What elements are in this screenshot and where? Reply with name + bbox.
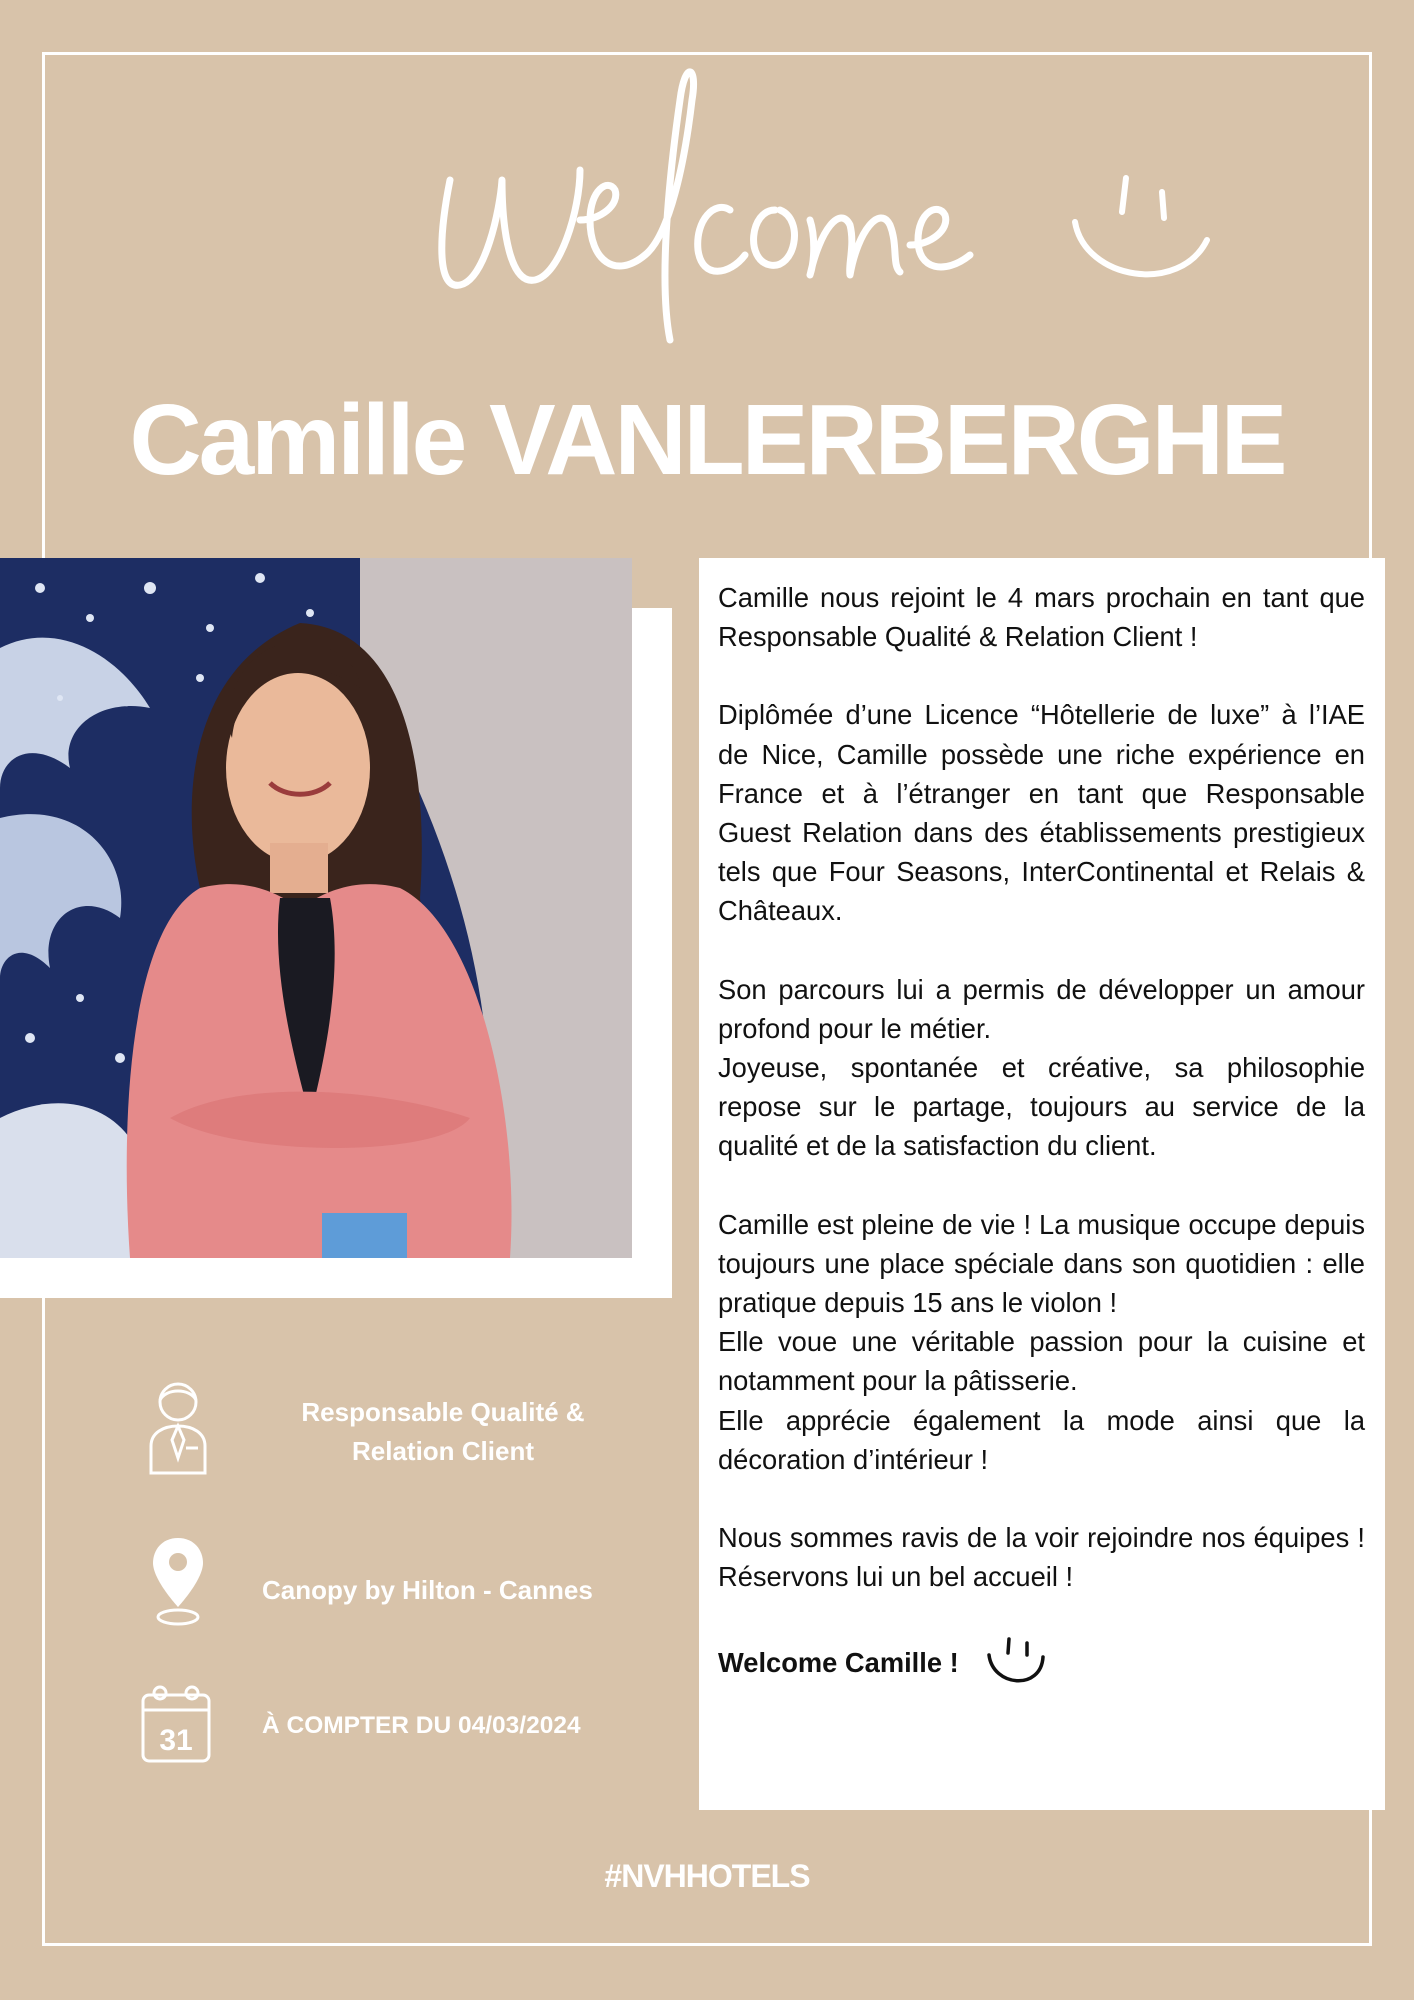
- person-name: Camille VANLERBERGHE: [129, 384, 1285, 496]
- bio-paragraph-decor: Elle apprécie également la mode ainsi que la décoration d’intérieur !: [718, 1404, 1365, 1475]
- portrait-illustration: [0, 558, 632, 1258]
- smiley-small-icon: [985, 1635, 1047, 1689]
- bio-paragraph-personality: Joyeuse, spontanée et créative, sa philosophie repose sur le partage, toujours au service de la qualité et de la satisfaction du client.: [718, 1052, 1365, 1162]
- calendar-day: 31: [159, 1724, 193, 1757]
- location-text: Canopy by Hilton - Cannes: [262, 1575, 593, 1605]
- bio-card: [699, 558, 1385, 1810]
- calendar-icon: [140, 1684, 212, 1764]
- signoff-row: [718, 1635, 1365, 1689]
- welcome-script-title: [430, 60, 1090, 370]
- bio-paragraph-cooking: Elle voue une véritable passion pour la cuisine et notamment pour la pâtisserie.: [718, 1326, 1365, 1397]
- location-pin-icon: [150, 1535, 206, 1627]
- bio-paragraph-closing: Nous sommes ravis de la voir rejoindre nos équipes ! Réservons lui un bel accueil !: [718, 1522, 1365, 1593]
- hashtag: #NVHHOTELS: [604, 1858, 810, 1894]
- role-text: Responsable Qualité & Relation Client: [301, 1397, 585, 1466]
- employee-icon: [148, 1378, 208, 1475]
- start-date-text: À COMPTER DU 04/03/2024: [262, 1712, 581, 1739]
- smiley-icon: [1070, 170, 1210, 290]
- bio-paragraph-education: Diplômée d’une Licence “Hôtellerie de luxe” à l’IAE de Nice, Camille possède une riche expérience en France et à l’étranger en tant que Responsable Guest Relation dans des établissements prestigieux tels que Four Seasons, InterContinental et Relais & Châteaux.: [718, 699, 1365, 927]
- portrait-photo: [0, 558, 632, 1258]
- bio-paragraph-intro: Camille nous rejoint le 4 mars prochain en tant que Responsable Qualité & Relation Client !: [718, 582, 1365, 653]
- bio-paragraph-career: Son parcours lui a permis de développer un amour profond pour le métier.: [718, 973, 1365, 1044]
- bio-paragraph-music: Camille est pleine de vie ! La musique occupe depuis toujours une place spéciale dans son quotidien : elle pratique depuis 15 ans le violon !: [718, 1208, 1365, 1319]
- signoff-text: Welcome Camille !: [718, 1646, 959, 1678]
